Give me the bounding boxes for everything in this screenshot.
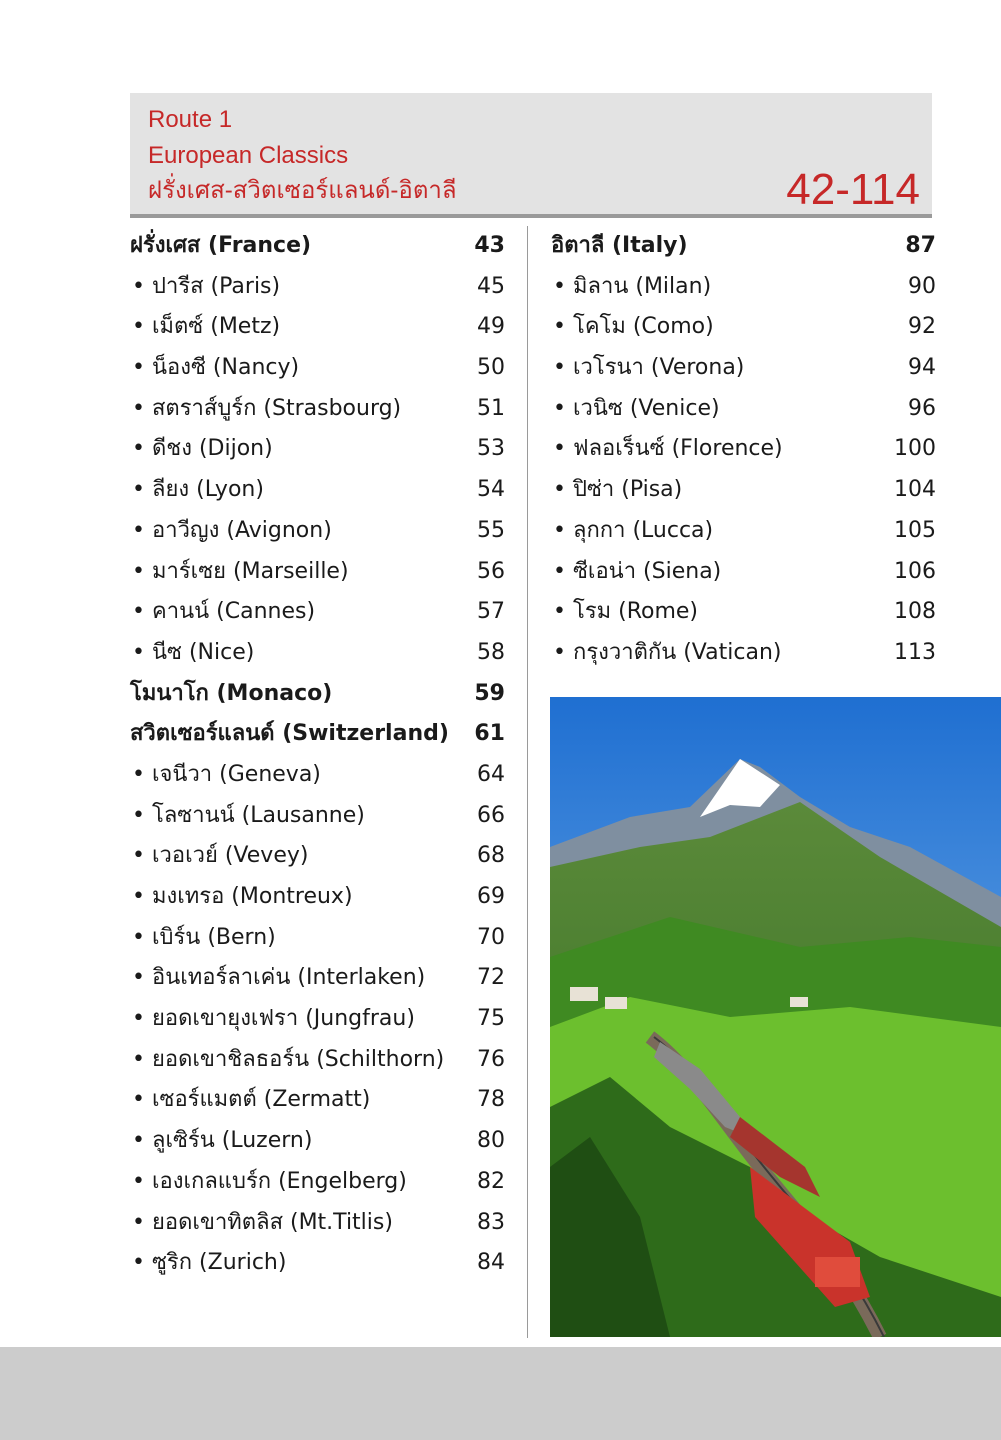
toc-entry-text: เซอร์แมตต์ (Zermatt) [152, 1087, 371, 1113]
toc-entry-name [132, 389, 401, 430]
toc-entry [130, 1040, 505, 1081]
toc-entry [130, 348, 505, 389]
toc-page-number: 59 [474, 680, 505, 706]
toc-entry-text: ฟลอเร็นซ์ (Florence) [573, 436, 783, 462]
toc-entry [130, 1203, 505, 1244]
toc-entry-name [132, 877, 353, 918]
toc-page-number: 106 [894, 558, 936, 584]
toc-entry-text: ลุกกา (Lucca) [573, 517, 714, 543]
bullet-icon: • [132, 436, 145, 462]
toc-entry-text: อาวีญง (Avignon) [152, 517, 332, 543]
bullet-icon: • [132, 639, 145, 665]
toc-entry-text: สวิตเซอร์แลนด์ (Switzerland) [130, 721, 449, 747]
toc-entry-text: มาร์เซย (Marseille) [152, 558, 349, 584]
toc-entry-name [132, 470, 264, 511]
toc-entry [551, 389, 936, 430]
toc-page-number: 43 [474, 233, 505, 258]
toc-entry [551, 348, 936, 389]
column-divider [527, 226, 528, 1338]
toc-page-number: 104 [894, 477, 936, 503]
toc-entry-text: กรุงวาติกัน (Vatican) [573, 639, 782, 665]
toc-page-number: 45 [477, 273, 505, 299]
toc-entry-name [553, 470, 682, 511]
toc-entry-text: ซีเอน่า (Siena) [573, 558, 722, 584]
bullet-icon: • [132, 884, 145, 909]
toc-entry-name [553, 429, 783, 470]
route-page-range: 42-114 [786, 165, 920, 214]
toc-page-number: 51 [477, 395, 505, 421]
toc-page-number: 108 [894, 599, 936, 625]
toc-entry-text: มงเทรอ (Montreux) [152, 884, 353, 909]
toc-entry [130, 592, 505, 633]
page-footer-bar [0, 1347, 1001, 1440]
toc-entry-text: สตราส์บูร์ก (Strasbourg) [152, 395, 402, 421]
toc-entry-text: ปิซ่า (Pisa) [573, 477, 683, 503]
toc-entry-name [132, 999, 415, 1040]
toc-entry-text: น็องซี (Nancy) [152, 355, 300, 381]
toc-entry-name [132, 1162, 407, 1203]
bullet-icon: • [132, 314, 145, 340]
toc-page-number: 75 [477, 1006, 505, 1032]
toc-page-number: 92 [908, 314, 936, 340]
toc-entry-name [132, 918, 276, 959]
toc-entry-text: เวโรนา (Verona) [573, 355, 745, 381]
toc-entry-name [132, 633, 254, 674]
toc-entry [551, 592, 936, 633]
toc-entry-text: ยอดเขาทิตลิส (Mt.Titlis) [152, 1209, 393, 1235]
toc-entry [551, 511, 936, 552]
toc-entry [130, 1121, 505, 1162]
toc-page-number: 90 [908, 273, 936, 299]
toc-entry [130, 552, 505, 593]
toc-entry [551, 633, 936, 674]
toc-entry-name [130, 226, 311, 267]
toc-entry-name [132, 429, 273, 470]
toc-entry-name [132, 348, 299, 389]
swiss-alps-train-photo [550, 697, 1001, 1337]
bullet-icon: • [132, 517, 145, 543]
toc-entry [551, 267, 936, 308]
bullet-icon: • [132, 761, 145, 787]
toc-entry-name [553, 633, 781, 674]
toc-entry-text: ดีชง (Dijon) [152, 436, 273, 462]
toc-page-number: 68 [477, 843, 505, 869]
toc-entry-text: ยอดเขายุงเฟรา (Jungfrau) [152, 1006, 415, 1032]
bullet-icon: • [553, 395, 566, 421]
toc-entry-name [132, 958, 425, 999]
toc-page-number: 54 [477, 477, 505, 503]
toc-page-number: 58 [477, 639, 505, 665]
bullet-icon: • [132, 1046, 145, 1072]
bullet-icon: • [132, 843, 145, 869]
toc-entry [130, 267, 505, 308]
toc-page-number: 105 [894, 517, 936, 543]
toc-entry [130, 796, 505, 837]
toc-right-column [551, 226, 936, 674]
toc-page-number: 84 [477, 1250, 505, 1276]
toc-entry-name [551, 226, 688, 267]
toc-entry-name [132, 796, 365, 837]
bullet-icon: • [132, 1128, 145, 1154]
route-title: European Classics [148, 142, 349, 169]
toc-section-heading [130, 226, 505, 267]
toc-page-number: 82 [477, 1168, 505, 1194]
toc-entry-name [132, 836, 308, 877]
bullet-icon: • [132, 395, 145, 421]
toc-page-number: 76 [477, 1046, 505, 1072]
toc-page-number: 56 [477, 558, 505, 584]
toc-entry-text: เองเกลแบร์ก (Engelberg) [152, 1168, 407, 1194]
toc-page-number: 50 [477, 355, 505, 381]
toc-page-number: 55 [477, 517, 505, 543]
bullet-icon: • [553, 639, 566, 665]
toc-entry [130, 999, 505, 1040]
bullet-icon: • [132, 1006, 145, 1032]
toc-page-number: 53 [477, 436, 505, 462]
toc-entry-name [132, 592, 315, 633]
toc-entry-name [553, 348, 744, 389]
toc-section-heading [130, 674, 505, 715]
toc-entry [551, 470, 936, 511]
toc-page-number: 83 [477, 1209, 505, 1235]
toc-page-number: 94 [908, 355, 936, 381]
toc-entry-text: ลียง (Lyon) [152, 477, 264, 503]
toc-page-number: 64 [477, 761, 505, 787]
toc-entry [130, 1080, 505, 1121]
toc-page-number: 100 [894, 436, 936, 462]
toc-section-heading [130, 714, 505, 755]
toc-entry-name [553, 389, 720, 430]
landscape-image [550, 697, 1001, 1337]
toc-entry-text: อินเทอร์ลาเค่น (Interlaken) [152, 965, 426, 991]
toc-entry-name [132, 1080, 370, 1121]
bullet-icon: • [132, 965, 145, 991]
toc-entry-text: เวนิซ (Venice) [573, 395, 720, 421]
toc-page-number: 87 [905, 233, 936, 258]
toc-left-column [130, 226, 505, 1284]
toc-entry-name [132, 511, 332, 552]
toc-entry-name [132, 1040, 444, 1081]
toc-entry-text: มิลาน (Milan) [573, 273, 712, 299]
bullet-icon: • [553, 558, 566, 584]
toc-entry-text: เวอเวย์ (Vevey) [152, 843, 309, 869]
toc-page-number: 61 [474, 721, 505, 747]
bullet-icon: • [132, 1250, 145, 1276]
toc-entry-text: ฝรั่งเศส (France) [130, 233, 312, 258]
bullet-icon: • [553, 517, 566, 543]
toc-entry-name [132, 1203, 393, 1244]
toc-entry-text: เม็ตซ์ (Metz) [152, 314, 281, 340]
toc-page-number: 72 [477, 965, 505, 991]
toc-entry [130, 1162, 505, 1203]
toc-page-number: 69 [477, 884, 505, 909]
toc-entry-text: โมนาโก (Monaco) [130, 680, 333, 706]
bullet-icon: • [553, 355, 566, 381]
toc-entry [130, 836, 505, 877]
bullet-icon: • [553, 599, 566, 625]
bullet-icon: • [132, 1087, 145, 1113]
toc-entry-text: เบิร์น (Bern) [152, 924, 276, 950]
bullet-icon: • [132, 1168, 145, 1194]
route-header [130, 93, 932, 218]
toc-entry [130, 470, 505, 511]
route-number: Route 1 [148, 106, 233, 133]
toc-entry [551, 429, 936, 470]
bullet-icon: • [553, 436, 566, 462]
toc-entry-text: ซูริก (Zurich) [152, 1250, 287, 1276]
toc-entry-name [130, 714, 449, 755]
toc-entry-name [132, 552, 349, 593]
bullet-icon: • [132, 924, 145, 950]
toc-entry [551, 307, 936, 348]
route-countries: ฝรั่งเศส-สวิตเซอร์แลนด์-อิตาลี [148, 177, 457, 204]
toc-page-number: 78 [477, 1087, 505, 1113]
bullet-icon: • [132, 802, 145, 828]
toc-entry-name [132, 267, 280, 308]
toc-entry [130, 429, 505, 470]
toc-entry [130, 633, 505, 674]
toc-page-number: 96 [908, 395, 936, 421]
toc-entry-text: ยอดเขาชิลธอร์น (Schilthorn) [152, 1046, 445, 1072]
toc-entry-name [553, 592, 698, 633]
toc-entry [130, 958, 505, 999]
toc-entry-text: โลซานน์ (Lausanne) [152, 802, 365, 828]
toc-entry-text: ปารีส (Paris) [152, 273, 281, 299]
toc-entry-name [553, 267, 711, 308]
toc-entry [130, 389, 505, 430]
toc-entry [551, 552, 936, 593]
toc-entry-text: นีซ (Nice) [152, 639, 255, 665]
toc-page-number: 70 [477, 924, 505, 950]
bullet-icon: • [553, 314, 566, 340]
toc-entry [130, 755, 505, 796]
toc-page-number: 49 [477, 314, 505, 340]
bullet-icon: • [132, 477, 145, 503]
toc-entry [130, 1243, 505, 1284]
bullet-icon: • [132, 599, 145, 625]
toc-entry [130, 877, 505, 918]
toc-entry-text: โคโม (Como) [573, 314, 714, 340]
toc-entry-name [130, 674, 332, 715]
bullet-icon: • [553, 477, 566, 503]
toc-entry [130, 511, 505, 552]
toc-entry-text: โรม (Rome) [573, 599, 699, 625]
toc-entry-text: เจนีวา (Geneva) [152, 761, 321, 787]
bullet-icon: • [132, 273, 145, 299]
toc-page-number: 66 [477, 802, 505, 828]
toc-entry-name [132, 755, 321, 796]
bullet-icon: • [553, 273, 566, 299]
toc-entry-name [132, 1243, 286, 1284]
toc-entry-name [132, 1121, 312, 1162]
toc-section-heading [551, 226, 936, 267]
bullet-icon: • [132, 1209, 145, 1235]
toc-page-number: 57 [477, 599, 505, 625]
toc-entry-name [553, 511, 713, 552]
toc-entry-name [553, 307, 714, 348]
bullet-icon: • [132, 558, 145, 584]
toc-entry-text: อิตาลี (Italy) [551, 233, 688, 258]
toc-entry-name [553, 552, 721, 593]
toc-entry-text: คานน์ (Cannes) [152, 599, 316, 625]
bullet-icon: • [132, 355, 145, 381]
toc-entry [130, 918, 505, 959]
toc-entry [130, 307, 505, 348]
toc-entry-text: ลูเซิร์น (Luzern) [152, 1128, 313, 1154]
toc-entry-name [132, 307, 280, 348]
toc-page-number: 80 [477, 1128, 505, 1154]
toc-page-number: 113 [894, 639, 936, 665]
